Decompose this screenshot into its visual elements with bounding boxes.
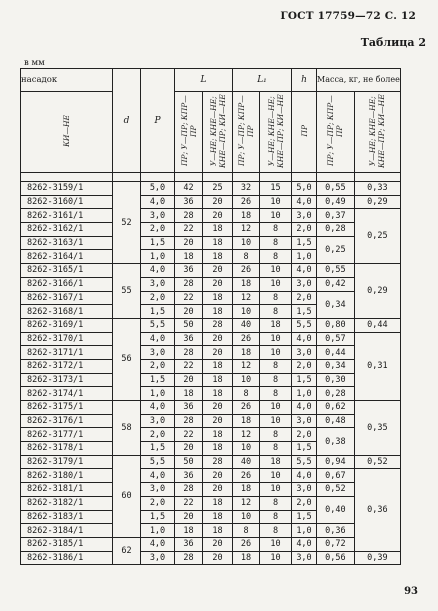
cell-l-sub2: 18 [203, 496, 233, 510]
header-h-sub: ПР [292, 92, 317, 173]
cell-l1-sub2: 8 [260, 236, 292, 250]
cell-l-sub2: 20 [203, 401, 233, 415]
cell-code: 8262-3175/1 [21, 401, 113, 415]
cell-h: 1,5 [292, 305, 317, 319]
cell-l1-sub2: 10 [260, 401, 292, 415]
cell-p: 3,0 [141, 414, 175, 428]
cell-p: 4,0 [141, 332, 175, 346]
cell-l1-sub1: 18 [233, 414, 260, 428]
cell-l-sub2: 18 [203, 428, 233, 442]
cell-l1-sub1: 10 [233, 442, 260, 456]
cell-l1-sub1: 8 [233, 387, 260, 401]
cell-code: 8262-3182/1 [21, 496, 113, 510]
cell-l1-sub2: 8 [260, 524, 292, 538]
cell-l-sub2: 20 [203, 209, 233, 223]
cell-l1-sub2: 10 [260, 469, 292, 483]
cell-mass-sub2: 0,35 [354, 401, 400, 456]
cell-mass-sub1: 0,30 [317, 373, 355, 387]
cell-code: 8262-3177/1 [21, 428, 113, 442]
cell-l1-sub2: 8 [260, 387, 292, 401]
cell-l-sub1: 22 [175, 428, 203, 442]
page-number: 93 [404, 586, 418, 597]
cell-l1-sub2: 8 [260, 305, 292, 319]
cell-code: 8262-3168/1 [21, 305, 113, 319]
cell-p: 2,0 [141, 359, 175, 373]
cell-l1-sub1: 40 [233, 455, 260, 469]
cell-l-sub1: 28 [175, 209, 203, 223]
cell-l1-sub1: 12 [233, 291, 260, 305]
cell-l-sub1: 20 [175, 305, 203, 319]
cell-l-sub1: 28 [175, 551, 203, 565]
table-row [21, 401, 401, 415]
header-mass: Масса, кг, не более [317, 69, 401, 92]
table-row [21, 469, 401, 483]
cell-l1-sub1: 8 [233, 250, 260, 264]
cell-code: 8262-3169/1 [21, 318, 113, 332]
cell-l1-sub1: 10 [233, 236, 260, 250]
cell-mass-sub2: 0,39 [354, 551, 400, 565]
cell-p: 1,5 [141, 510, 175, 524]
cell-mass-sub2: 0,52 [354, 455, 400, 469]
cell-p: 1,0 [141, 524, 175, 538]
cell-p: 3,0 [141, 209, 175, 223]
cell-l1-sub1: 18 [233, 346, 260, 360]
cell-l1-sub2: 8 [260, 223, 292, 237]
header-l: L [175, 69, 233, 92]
cell-l-sub1: 36 [175, 264, 203, 278]
cell-l1-sub2: 8 [260, 373, 292, 387]
cell-p: 2,0 [141, 428, 175, 442]
table-row [21, 236, 401, 250]
table-row [21, 182, 401, 196]
cell-l1-sub1: 18 [233, 209, 260, 223]
standard-title: ГОСТ 17759—72 С. 12 [280, 10, 416, 22]
header-l1-sub2: У—НЕ; КНЕ—НЕ; КНЕ—ПР; КИ—НЕ [260, 92, 292, 173]
cell-l-sub1: 28 [175, 277, 203, 291]
header-h: h [292, 69, 317, 92]
cell-l1-sub2: 10 [260, 277, 292, 291]
cell-l-sub1: 42 [175, 182, 203, 196]
cell-l1-sub1: 26 [233, 469, 260, 483]
cell-l1-sub1: 18 [233, 483, 260, 497]
cell-l-sub2: 20 [203, 551, 233, 565]
cell-l-sub1: 22 [175, 291, 203, 305]
cell-code: 8262-3186/1 [21, 551, 113, 565]
cell-l-sub2: 28 [203, 455, 233, 469]
cell-mass-sub1: 0,28 [317, 387, 355, 401]
header-l1-sub1: ПР; У—ПР; КПР—ПР [233, 92, 260, 173]
cell-code: 8262-3161/1 [21, 209, 113, 223]
cell-l-sub2: 18 [203, 359, 233, 373]
cell-code: 8262-3174/1 [21, 387, 113, 401]
cell-l1-sub1: 12 [233, 359, 260, 373]
cell-l-sub2: 20 [203, 277, 233, 291]
cell-l1-sub1: 40 [233, 318, 260, 332]
cell-l-sub1: 36 [175, 469, 203, 483]
cell-l1-sub2: 18 [260, 318, 292, 332]
cell-mass-sub1: 0,42 [317, 277, 355, 291]
cell-h: 5,5 [292, 455, 317, 469]
cell-l-sub2: 25 [203, 182, 233, 196]
cell-l-sub2: 20 [203, 195, 233, 209]
cell-l-sub2: 18 [203, 524, 233, 538]
cell-l-sub2: 18 [203, 223, 233, 237]
cell-p: 3,0 [141, 346, 175, 360]
cell-mass-sub1: 0,34 [317, 359, 355, 373]
cell-l1-sub2: 10 [260, 414, 292, 428]
cell-code: 8262-3165/1 [21, 264, 113, 278]
cell-mass-sub2: 0,29 [354, 264, 400, 319]
cell-l1-sub1: 10 [233, 510, 260, 524]
cell-code: 8262-3183/1 [21, 510, 113, 524]
cell-code: 8262-3180/1 [21, 469, 113, 483]
cell-l1-sub2: 10 [260, 551, 292, 565]
cell-l1-sub1: 18 [233, 551, 260, 565]
cell-p: 1,5 [141, 442, 175, 456]
cell-l1-sub1: 12 [233, 428, 260, 442]
cell-l-sub1: 28 [175, 346, 203, 360]
cell-p: 1,0 [141, 250, 175, 264]
table-row [21, 373, 401, 387]
header-nasadok: насадок [21, 69, 113, 92]
table-row [21, 291, 401, 305]
cell-l-sub2: 20 [203, 469, 233, 483]
cell-l1-sub2: 8 [260, 359, 292, 373]
cell-h: 1,5 [292, 510, 317, 524]
cell-p: 3,0 [141, 551, 175, 565]
cell-code: 8262-3162/1 [21, 223, 113, 237]
table-row [21, 346, 401, 360]
cell-h: 1,0 [292, 524, 317, 538]
cell-p: 5,0 [141, 182, 175, 196]
cell-p: 3,0 [141, 277, 175, 291]
cell-l-sub1: 28 [175, 483, 203, 497]
cell-mass-sub1: 0,94 [317, 455, 355, 469]
header-d: d [113, 69, 141, 173]
cell-l1-sub2: 10 [260, 264, 292, 278]
cell-h: 4,0 [292, 537, 317, 551]
cell-mass-sub1: 0,62 [317, 401, 355, 415]
cell-h: 3,0 [292, 551, 317, 565]
cell-h: 4,0 [292, 332, 317, 346]
cell-mass-sub2: 0,31 [354, 332, 400, 400]
cell-mass-sub1: 0,25 [317, 236, 355, 263]
cell-l-sub2: 20 [203, 483, 233, 497]
cell-l-sub1: 36 [175, 332, 203, 346]
cell-h: 1,0 [292, 387, 317, 401]
cell-code: 8262-3170/1 [21, 332, 113, 346]
cell-mass-sub2: 0,44 [354, 318, 400, 332]
table-row [21, 428, 401, 442]
table-row [21, 359, 401, 373]
table-row [21, 264, 401, 278]
cell-h: 1,5 [292, 442, 317, 456]
cell-h: 3,0 [292, 414, 317, 428]
cell-code: 8262-3166/1 [21, 277, 113, 291]
cell-p: 4,0 [141, 264, 175, 278]
cell-l1-sub1: 26 [233, 264, 260, 278]
table-body [21, 182, 401, 565]
table-row [21, 537, 401, 551]
cell-code: 8262-3184/1 [21, 524, 113, 538]
cell-l-sub1: 20 [175, 442, 203, 456]
cell-l1-sub2: 15 [260, 182, 292, 196]
header-designation: КИ—НЕ [21, 92, 113, 173]
header-mass-sub2: У—НЕ; КНЕ—НЕ; КНЕ—ПР; КИ—НЕ [354, 92, 400, 173]
cell-h: 1,0 [292, 250, 317, 264]
table-row [21, 551, 401, 565]
cell-mass-sub1: 0,80 [317, 318, 355, 332]
cell-l-sub1: 22 [175, 359, 203, 373]
cell-h: 2,0 [292, 291, 317, 305]
table-row [21, 277, 401, 291]
cell-p: 5,5 [141, 318, 175, 332]
cell-h: 4,0 [292, 401, 317, 415]
cell-l1-sub2: 10 [260, 332, 292, 346]
cell-l-sub1: 22 [175, 496, 203, 510]
table-row [21, 209, 401, 223]
cell-l1-sub2: 10 [260, 346, 292, 360]
cell-code: 8262-3176/1 [21, 414, 113, 428]
cell-l1-sub2: 18 [260, 455, 292, 469]
cell-mass-sub2: 0,25 [354, 209, 400, 264]
cell-mass-sub1: 0,34 [317, 291, 355, 318]
cell-code: 8262-3171/1 [21, 346, 113, 360]
cell-l1-sub2: 10 [260, 195, 292, 209]
cell-l-sub1: 18 [175, 250, 203, 264]
cell-l-sub2: 20 [203, 264, 233, 278]
cell-h: 1,5 [292, 373, 317, 387]
cell-d: 60 [113, 455, 141, 537]
nozzle-table [20, 68, 401, 565]
cell-l1-sub2: 10 [260, 483, 292, 497]
cell-l1-sub1: 26 [233, 537, 260, 551]
cell-l1-sub1: 12 [233, 223, 260, 237]
cell-mass-sub1: 0,67 [317, 469, 355, 483]
cell-h: 2,0 [292, 223, 317, 237]
cell-d: 58 [113, 401, 141, 456]
cell-h: 3,0 [292, 277, 317, 291]
cell-h: 5,0 [292, 182, 317, 196]
table-row [21, 496, 401, 510]
cell-mass-sub1: 0,40 [317, 496, 355, 523]
cell-l1-sub1: 8 [233, 524, 260, 538]
cell-p: 5,5 [141, 455, 175, 469]
cell-code: 8262-3163/1 [21, 236, 113, 250]
cell-h: 3,0 [292, 483, 317, 497]
cell-l-sub1: 22 [175, 223, 203, 237]
cell-p: 1,5 [141, 236, 175, 250]
cell-h: 3,0 [292, 209, 317, 223]
cell-p: 4,0 [141, 537, 175, 551]
cell-l-sub2: 18 [203, 250, 233, 264]
cell-h: 2,0 [292, 359, 317, 373]
cell-code: 8262-3173/1 [21, 373, 113, 387]
cell-h: 2,0 [292, 496, 317, 510]
table-row [21, 524, 401, 538]
table-row [21, 318, 401, 332]
cell-h: 4,0 [292, 469, 317, 483]
cell-mass-sub1: 0,55 [317, 182, 355, 196]
cell-l-sub2: 18 [203, 510, 233, 524]
cell-l-sub2: 18 [203, 387, 233, 401]
cell-l-sub1: 20 [175, 373, 203, 387]
cell-code: 8262-3159/1 [21, 182, 113, 196]
cell-l1-sub1: 26 [233, 401, 260, 415]
table-label: Таблица 2 [360, 36, 426, 49]
cell-mass-sub1: 0,36 [317, 524, 355, 538]
cell-p: 4,0 [141, 195, 175, 209]
cell-l1-sub2: 8 [260, 496, 292, 510]
cell-l1-sub1: 32 [233, 182, 260, 196]
cell-l-sub2: 20 [203, 537, 233, 551]
cell-l-sub1: 36 [175, 537, 203, 551]
cell-p: 2,0 [141, 496, 175, 510]
table-row [21, 195, 401, 209]
header-p: P [141, 69, 175, 173]
cell-l-sub2: 20 [203, 346, 233, 360]
cell-mass-sub1: 0,49 [317, 195, 355, 209]
cell-p: 1,5 [141, 373, 175, 387]
cell-d: 55 [113, 264, 141, 319]
header-l-sub1: ПР; У—ПР; КПР—ПР [175, 92, 203, 173]
cell-p: 1,5 [141, 305, 175, 319]
cell-mass-sub1: 0,57 [317, 332, 355, 346]
cell-code: 8262-3164/1 [21, 250, 113, 264]
cell-l-sub2: 18 [203, 305, 233, 319]
cell-p: 1,0 [141, 387, 175, 401]
unit-label: в мм [24, 58, 45, 68]
cell-l-sub1: 36 [175, 195, 203, 209]
cell-h: 1,5 [292, 236, 317, 250]
cell-l-sub1: 20 [175, 236, 203, 250]
cell-l-sub2: 20 [203, 332, 233, 346]
cell-l1-sub2: 8 [260, 510, 292, 524]
cell-h: 4,0 [292, 264, 317, 278]
cell-h: 2,0 [292, 428, 317, 442]
cell-mass-sub1: 0,37 [317, 209, 355, 223]
table-row [21, 483, 401, 497]
cell-mass-sub1: 0,55 [317, 264, 355, 278]
page-header [0, 10, 438, 24]
cell-l1-sub1: 10 [233, 373, 260, 387]
cell-h: 3,0 [292, 346, 317, 360]
cell-mass-sub1: 0,52 [317, 483, 355, 497]
cell-mass-sub1: 0,56 [317, 551, 355, 565]
cell-l-sub1: 50 [175, 318, 203, 332]
cell-l1-sub2: 10 [260, 537, 292, 551]
cell-p: 2,0 [141, 223, 175, 237]
cell-l-sub2: 18 [203, 291, 233, 305]
cell-l-sub1: 28 [175, 414, 203, 428]
cell-l-sub2: 18 [203, 373, 233, 387]
table-row [21, 223, 401, 237]
cell-l-sub1: 18 [175, 524, 203, 538]
cell-p: 3,0 [141, 483, 175, 497]
table-row [21, 414, 401, 428]
cell-code: 8262-3160/1 [21, 195, 113, 209]
cell-code: 8262-3172/1 [21, 359, 113, 373]
cell-h: 5,5 [292, 318, 317, 332]
cell-mass-sub1: 0,48 [317, 414, 355, 428]
cell-l-sub2: 18 [203, 236, 233, 250]
cell-d: 52 [113, 182, 141, 264]
cell-mass-sub2: 0,33 [354, 182, 400, 196]
header-l-sub2: У—НЕ; КНЕ—НЕ; КНЕ—ПР; КИ—НЕ [203, 92, 233, 173]
cell-p: 4,0 [141, 401, 175, 415]
cell-l1-sub1: 26 [233, 195, 260, 209]
cell-d: 62 [113, 537, 141, 564]
cell-code: 8262-3181/1 [21, 483, 113, 497]
cell-l1-sub2: 8 [260, 291, 292, 305]
table-row [21, 332, 401, 346]
cell-l-sub2: 18 [203, 442, 233, 456]
cell-l1-sub2: 8 [260, 428, 292, 442]
cell-l-sub1: 50 [175, 455, 203, 469]
cell-l1-sub2: 8 [260, 250, 292, 264]
table-row [21, 455, 401, 469]
header-mass-sub1: ПР; У—ПР; КПР—ПР [317, 92, 355, 173]
cell-l1-sub2: 8 [260, 442, 292, 456]
cell-code: 8262-3179/1 [21, 455, 113, 469]
cell-mass-sub1: 0,38 [317, 428, 355, 455]
cell-l-sub2: 20 [203, 414, 233, 428]
cell-l1-sub1: 10 [233, 305, 260, 319]
cell-l1-sub1: 26 [233, 332, 260, 346]
cell-mass-sub2: 0,36 [354, 469, 400, 551]
cell-l-sub2: 28 [203, 318, 233, 332]
cell-mass-sub1: 0,72 [317, 537, 355, 551]
cell-mass-sub1: 0,44 [317, 346, 355, 360]
cell-l1-sub1: 12 [233, 496, 260, 510]
cell-mass-sub2: 0,29 [354, 195, 400, 209]
header-gap-row [21, 173, 401, 182]
cell-mass-sub1: 0,28 [317, 223, 355, 237]
cell-l1-sub1: 18 [233, 277, 260, 291]
cell-l1-sub2: 10 [260, 209, 292, 223]
cell-p: 2,0 [141, 291, 175, 305]
header-l1: L₁ [233, 69, 292, 92]
cell-d: 56 [113, 318, 141, 400]
cell-l-sub1: 18 [175, 387, 203, 401]
cell-code: 8262-3178/1 [21, 442, 113, 456]
cell-l-sub1: 20 [175, 510, 203, 524]
cell-p: 4,0 [141, 469, 175, 483]
cell-code: 8262-3167/1 [21, 291, 113, 305]
table-row [21, 387, 401, 401]
cell-l-sub1: 36 [175, 401, 203, 415]
cell-h: 4,0 [292, 195, 317, 209]
cell-code: 8262-3185/1 [21, 537, 113, 551]
